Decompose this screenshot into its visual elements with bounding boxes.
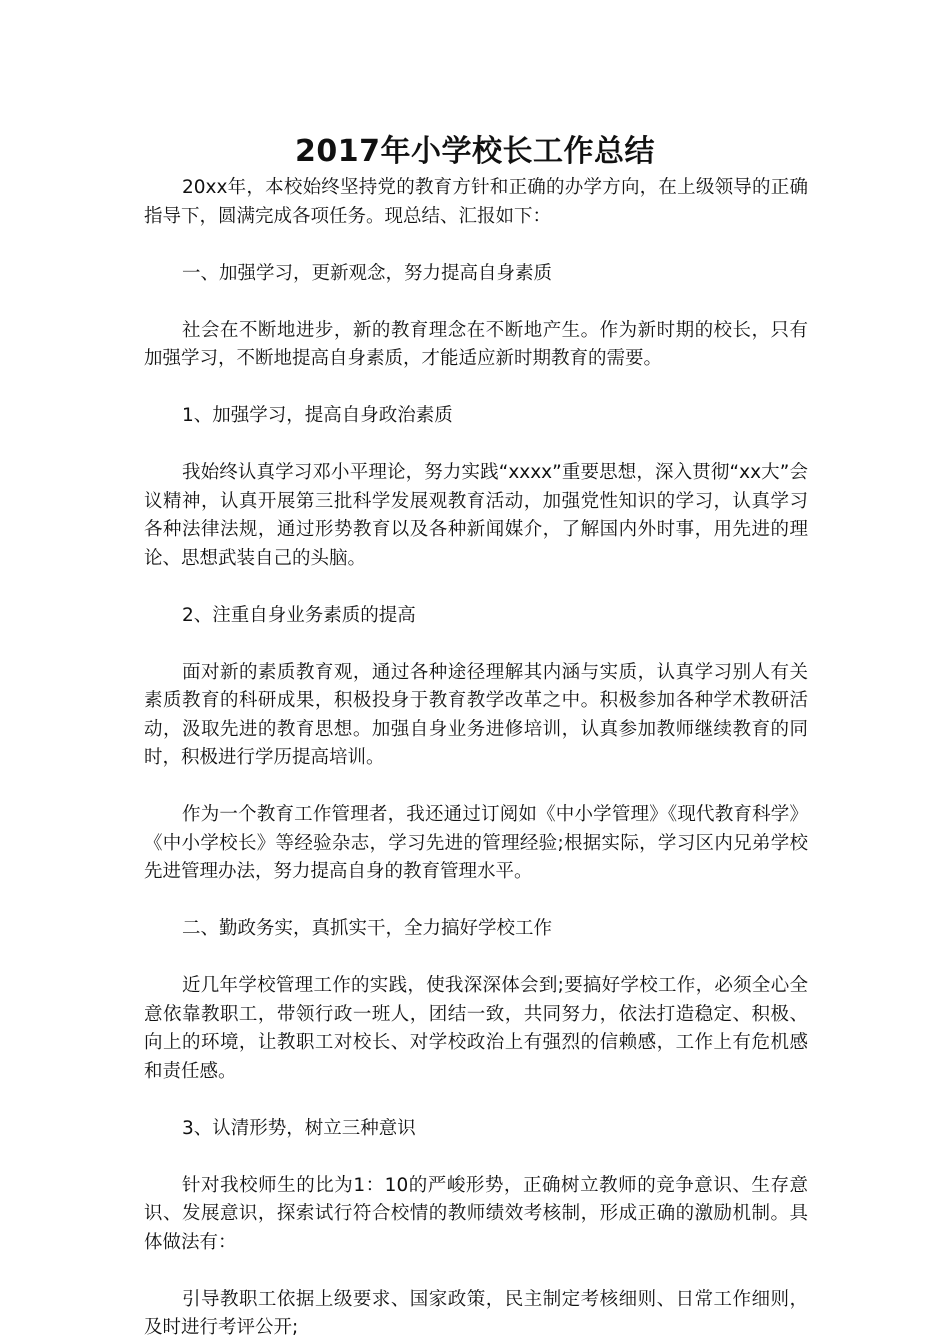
document-title: 2017年小学校长工作总结 (295, 134, 655, 169)
subsection-heading-1: 1、加强学习，提高自身政治素质 (182, 405, 453, 426)
document-body (144, 174, 808, 1343)
subsection-heading-3: 3、认清形势，树立三种意识 (182, 1117, 416, 1139)
paragraph: 作为一个教育工作管理者，我还通过订阅如《中小学管理》《现代教育科学》《中小学校长》等经验杂志，学习先进的管理经验;根据实际，学习区内兄弟学校先进管理办法，努力提高自身的教育管理水平。 (144, 804, 808, 882)
paragraph: 社会在不断地进步，新的教育理念在不断地产生。作为新时期的校长，只有加强学习，不断地提高自身素质，才能适应新时期教育的需要。 (144, 319, 808, 369)
section-heading-1: 一、加强学习，更新观念，努力提高自身素质 (182, 262, 553, 284)
paragraph: 面对新的素质教育观，通过各种途径理解其内涵与实质，认真学习别人有关素质教育的科研成果，积极投身于教育教学改革之中。积极参加各种学术教研活动，汲取先进的教育思想。加强自身业务进修培训，认真参加教师继续教育的同时，积极进行学历提高培训。 (144, 661, 808, 768)
paragraph: 我始终认真学习邓小平理论，努力实践“xxxx”重要思想，深入贯彻“xx大”会议精神，认真开展第三批科学发展观教育活动，加强党性知识的学习，认真学习各种法律法规，通过形势教育以及各种新闻媒介，了解国内外时事，用先进的理论、思想武装自己的头脑。 (144, 462, 808, 569)
section-heading-2: 二、勤政务实，真抓实干，全力搞好学校工作 (182, 918, 553, 939)
paragraph: 引导教职工依据上级要求、国家政策，民主制定考核细则、日常工作细则，及时进行考评公开; (144, 1288, 808, 1338)
paragraph-intro: 20xx年，本校始终坚持党的教育方针和正确的办学方向，在上级领导的正确指导下，圆满完成各项任务。现总结、汇报如下： (144, 177, 808, 227)
paragraph: 针对我校师生的比为1：10的严峻形势，正确树立教师的竞争意识、生存意识、发展意识，探索试行符合校情的教师绩效考核制，形成正确的激励机制。具体做法有： (144, 1174, 808, 1253)
paragraph: 近几年学校管理工作的实践，使我深深体会到;要搞好学校工作，必须全心全意依靠教职工，带领行政一班人，团结一致，共同努力，依法打造稳定、积极、向上的环境，让教职工对校长、对学校政治上有强烈的信赖感，工作上有危机感和责任感。 (144, 975, 808, 1082)
subsection-heading-2: 2、注重自身业务素质的提高 (182, 604, 416, 626)
